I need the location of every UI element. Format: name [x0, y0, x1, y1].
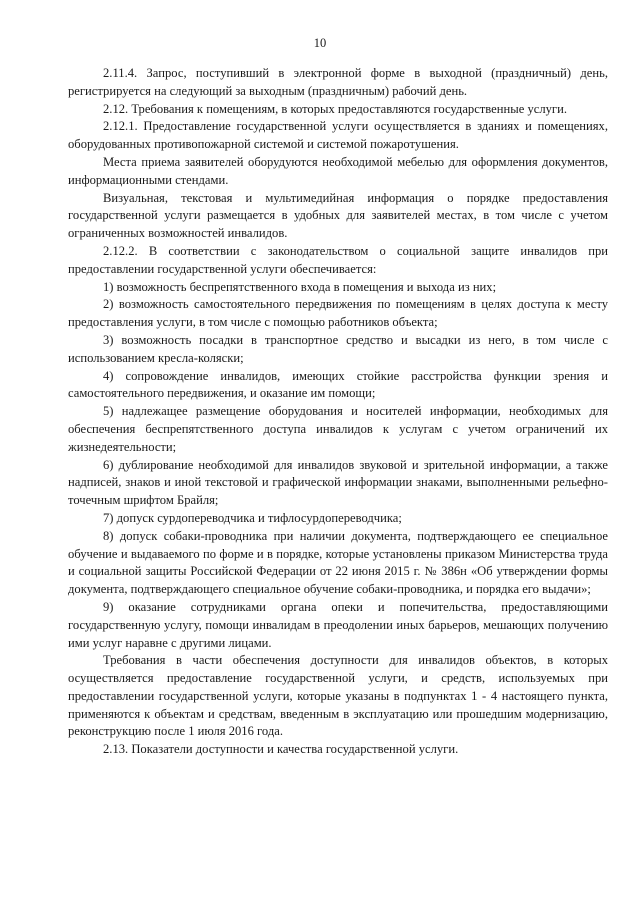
list-item-4: 4) сопровождение инвалидов, имеющих стойкие расстройства функции зрения и самостоятельного передвижения, и оказание им помощи;: [68, 368, 608, 401]
document-body: [68, 65, 608, 759]
list-item-3: 3) возможность посадки в транспортное средство и высадки из него, в том числе с использованием кресла-коляски;: [68, 332, 608, 365]
paragraph-2-12-heading: 2.12. Требования к помещениям, в которых предоставляются государственные услуги.: [103, 101, 567, 116]
paragraph-information-placement: Визуальная, текстовая и мультимедийная информация о порядке предоставления государственной услуги размещается в удобных для заявителей местах, в том числе с учетом ограниченных возможностей инвалидов.: [68, 190, 608, 241]
list-item-2: 2) возможность самостоятельного передвижения по помещениям в целях доступа к месту предоставления услуги, в том числе с помощью работников объекта;: [68, 297, 608, 330]
paragraph-2-11-4: 2.11.4. Запрос, поступивший в электронной форме в выходной (праздничный) день, регистрируется на следующий за выходным (праздничным) рабочий день.: [68, 66, 608, 98]
list-item-6: 6) дублирование необходимой для инвалидов звуковой и зрительной информации, а также надписей, знаков и иной текстовой и графической информации знаками, выполненными рельефно-точечным шрифтом Брайля;: [68, 457, 608, 508]
list-item-5: 5) надлежащее размещение оборудования и носителей информации, необходимых для обеспечения беспрепятственного доступа инвалидов к услугам с учетом ограничений их жизнедеятельности;: [68, 404, 608, 454]
page-number: 10: [313, 36, 327, 50]
paragraph-2-13-heading: 2.13. Показатели доступности и качества государственной услуги.: [103, 742, 459, 757]
paragraph-accessibility-requirements: Требования в части обеспечения доступности для инвалидов объектов, в которых осуществляется предоставление государственной услуги, и средств, используемых при предоставлении государственной услуги, которые указаны в подпунктах 1 - 4 настоящего пункта, применяются к объектам и средствам, введенным в эксплуатацию или прошедшим модернизацию, реконструкцию после 1 июля 2016 года.: [68, 653, 608, 739]
paragraph-2-12-2: 2.12.2. В соответствии с законодательством о социальной защите инвалидов при предоставлении государственной услуги обеспечивается:: [68, 243, 608, 276]
list-item-1: 1) возможность беспрепятственного входа в помещения и выхода из них;: [103, 279, 497, 294]
list-item-9: 9) оказание сотрудниками органа опеки и попечительства, предоставляющими государственную услугу, помощи инвалидам в преодолении иных барьеров, мешающих получению ими услуг наравне с другими лицами.: [68, 599, 608, 650]
list-item-8: 8) допуск собаки-проводника при наличии документа, подтверждающего ее специальное обучение и выдаваемого по форме и в порядке, которые установлены приказом Министерства труда и социальной защиты Российской Федерации от 22 июня 2015 г. № 386н «Об утверждении формы документа, подтверждающего специальное обучение собаки-проводника, и порядка его выдачи»;: [68, 528, 608, 597]
paragraph-reception-places: Места приема заявителей оборудуются необходимой мебелью для оформления документов, информационными стендами.: [68, 154, 608, 187]
list-item-7: 7) допуск сурдопереводчика и тифлосурдопереводчика;: [103, 510, 402, 525]
paragraph-2-12-1: 2.12.1. Предоставление государственной услуги осуществляется в зданиях и помещениях, оборудованных противопожарной системой и системой пожаротушения.: [68, 119, 608, 152]
